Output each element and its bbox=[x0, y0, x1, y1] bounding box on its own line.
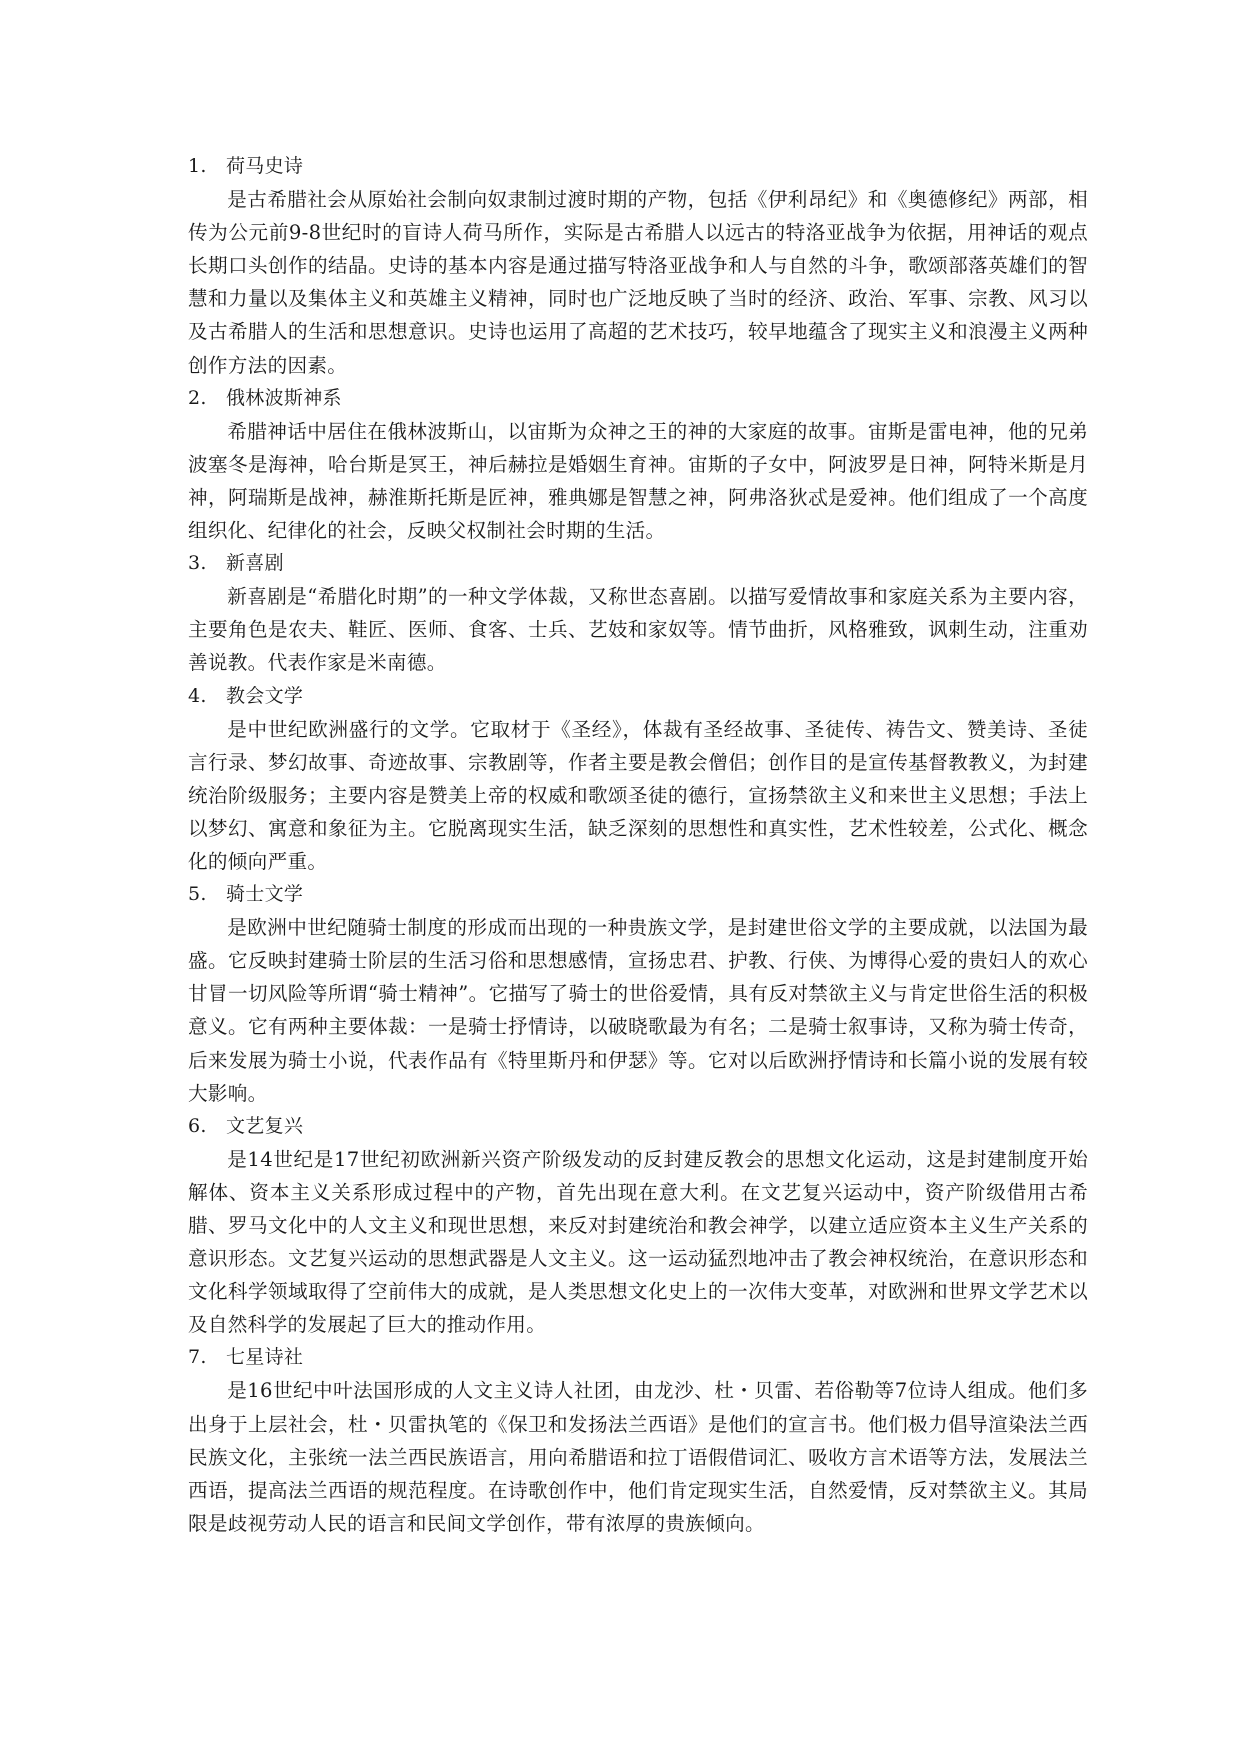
entry-title: 骑士文学 bbox=[226, 883, 304, 906]
entry-number: 4. bbox=[188, 684, 207, 707]
entry-pleiade bbox=[188, 1341, 1088, 1540]
entry-body: 是中世纪欧洲盛行的文学。它取材于《圣经》，体裁有圣经故事、圣徒传、祷告文、赞美诗、圣徒言行录、梦幻故事、奇迹故事、宗教剧等，作者主要是教会僧侣；创作目的是宣传基督教教义，为封建统治阶级服务；主要内容是赞美上帝的权威和歌颂圣徒的德行，宣扬禁欲主义和来世主义思想；手法上以梦幻、寓意和象征为主。它脱离现实生活，缺乏深刻的思想性和真实性，艺术性较差，公式化、概念化的倾向严重。 bbox=[188, 717, 1088, 873]
entry-title: 教会文学 bbox=[226, 684, 304, 707]
entry-chivalric-literature bbox=[188, 878, 1088, 1110]
entry-church-literature bbox=[188, 680, 1088, 879]
entry-heading bbox=[188, 547, 1088, 580]
entry-body: 希腊神话中居住在俄林波斯山，以宙斯为众神之王的神的大家庭的故事。宙斯是雷电神，他的兄弟波塞冬是海神，哈台斯是冥王，神后赫拉是婚姻生育神。宙斯的子女中，阿波罗是日神，阿特米斯是月神，阿瑞斯是战神，赫淮斯托斯是匠神，雅典娜是智慧之神，阿弗洛狄忒是爱神。他们组成了一个高度组织化、纪律化的社会，反映父权制社会时期的生活。 bbox=[188, 419, 1088, 543]
entry-number: 3. bbox=[188, 552, 207, 575]
entry-olympian-gods bbox=[188, 382, 1088, 547]
entry-title: 新喜剧 bbox=[226, 552, 284, 575]
entry-number: 1. bbox=[188, 155, 207, 177]
entry-number: 5. bbox=[188, 883, 207, 906]
entry-heading bbox=[188, 680, 1088, 713]
entry-title: 俄林波斯神系 bbox=[226, 386, 342, 409]
entry-number: 2. bbox=[188, 386, 207, 409]
entry-heading bbox=[188, 150, 1088, 183]
entry-homeric-epics bbox=[188, 150, 1088, 382]
entry-new-comedy bbox=[188, 547, 1088, 679]
entry-body: 是欧洲中世纪随骑士制度的形成而出现的一种贵族文学，是封建世俗文学的主要成就，以法国为最盛。它反映封建骑士阶层的生活习俗和思想感情，宣扬忠君、护教、行侠、为博得心爱的贵妇人的欢心甘冒一切风险等所谓“骑士精神”。它描写了骑士的世俗爱情，具有反对禁欲主义与肯定世俗生活的积极意义。它有两种主要体裁：一是骑士抒情诗，以破晓歌最为有名；二是骑士叙事诗，又称为骑士传奇，后来发展为骑士小说，代表作品有《特里斯丹和伊瑟》等。它对以后欧洲抒情诗和长篇小说的发展有较大影响。 bbox=[188, 916, 1088, 1105]
entry-body: 是14世纪是17世纪初欧洲新兴资产阶级发动的反封建反教会的思想文化运动，这是封建制度开始解体、资本主义关系形成过程中的产物，首先出现在意大利。在文艺复兴运动中，资产阶级借用古希腊、罗马文化中的人文主义和现世思想，来反对封建统治和教会神学，以建立适应资本主义生产关系的意识形态。文艺复兴运动的思想武器是人文主义。这一运动猛烈地冲击了教会神权统治，在意识形态和文化科学领域取得了空前伟大的成就，是人类思想文化史上的一次伟大变革，对欧洲和世界文学艺术以及自然科学的发展起了巨大的推动作用。 bbox=[188, 1147, 1088, 1337]
entry-title: 荷马史诗 bbox=[226, 155, 304, 177]
document-page bbox=[188, 150, 1088, 1540]
entry-number: 6. bbox=[188, 1114, 207, 1137]
entry-heading bbox=[188, 878, 1088, 911]
entry-heading bbox=[188, 1341, 1088, 1374]
entry-number: 7. bbox=[188, 1346, 207, 1369]
entry-title: 七星诗社 bbox=[226, 1346, 304, 1369]
entry-renaissance bbox=[188, 1110, 1088, 1342]
entry-heading bbox=[188, 382, 1088, 415]
entry-title: 文艺复兴 bbox=[226, 1114, 304, 1137]
entry-heading bbox=[188, 1110, 1088, 1143]
entry-body: 新喜剧是“希腊化时期”的一种文学体裁，又称世态喜剧。以描写爱情故事和家庭关系为主要内容，主要角色是农夫、鞋匠、医师、食客、士兵、艺妓和家奴等。情节曲折，风格雅致，讽刺生动，注重劝善说教。代表作家是米南德。 bbox=[188, 585, 1088, 675]
entry-body: 是古希腊社会从原始社会制向奴隶制过渡时期的产物，包括《伊利昂纪》和《奥德修纪》两部，相传为公元前9-8世纪时的盲诗人荷马所作，实际是古希腊人以远古的特洛亚战争为依据，用神话的观点长期口头创作的结晶。史诗的基本内容是通过描写特洛亚战争和人与自然的斗争，歌颂部落英雄们的智慧和力量以及集体主义和英雄主义精神，同时也广泛地反映了当时的经济、政治、军事、宗教、风习以及古希腊人的生活和思想意识。史诗也运用了高超的艺术技巧，较早地蕴含了现实主义和浪漫主义两种创作方法的因素。 bbox=[188, 188, 1088, 377]
entry-body: 是16世纪中叶法国形成的人文主义诗人社团，由龙沙、杜・贝雷、若俗勒等7位诗人组成。他们多出身于上层社会，杜・贝雷执笔的《保卫和发扬法兰西语》是他们的宣言书。他们极力倡导渲染法兰西民族文化，主张统一法兰西民族语言，用向希腊语和拉丁语假借词汇、吸收方言术语等方法，发展法兰西语，提高法兰西语的规范程度。在诗歌创作中，他们肯定现实生活，自然爱情，反对禁欲主义。其局限是歧视劳动人民的语言和民间文学创作，带有浓厚的贵族倾向。 bbox=[188, 1379, 1088, 1535]
